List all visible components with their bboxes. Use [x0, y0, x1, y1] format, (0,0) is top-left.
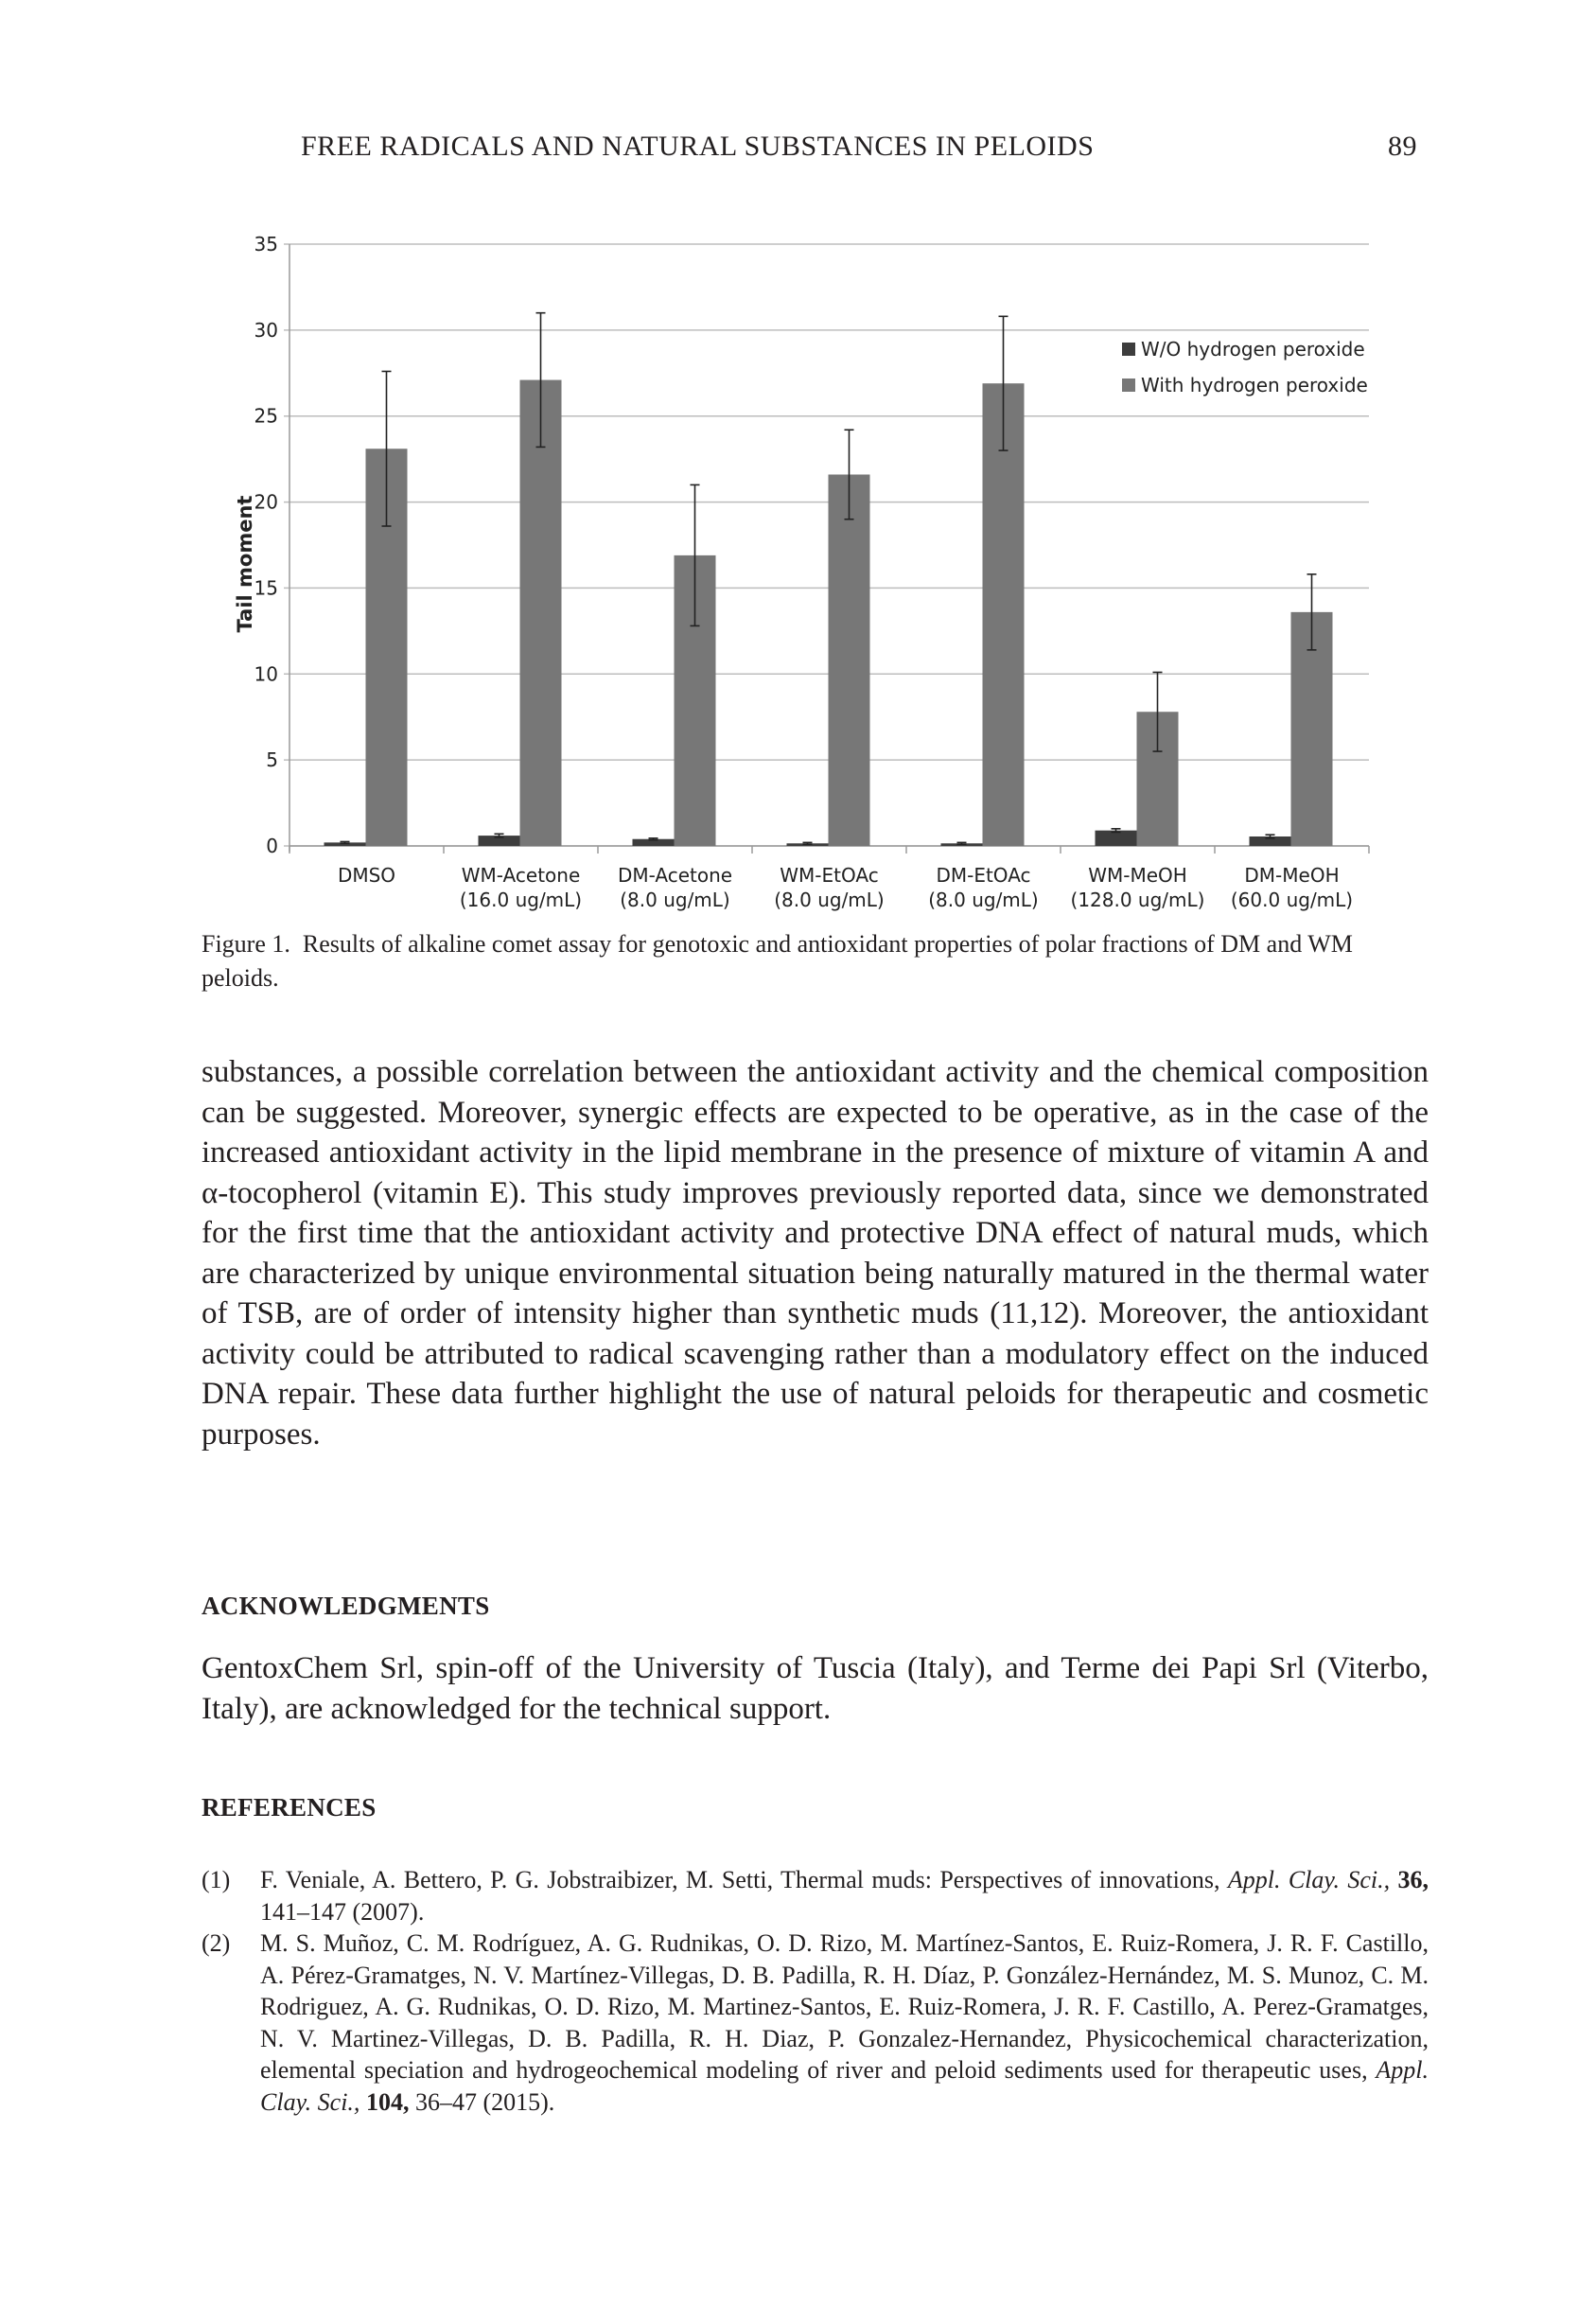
- x-category-label: DM-MeOH: [1244, 864, 1340, 887]
- x-category-sublabel: (16.0 ug/mL): [459, 889, 583, 911]
- x-category-label: WM-EtOAc: [780, 864, 879, 887]
- x-category-sublabel: (8.0 ug/mL): [774, 889, 885, 911]
- reference-journal: Appl. Clay. Sci.,: [260, 2056, 1429, 2116]
- caption-label: Figure 1.: [202, 930, 290, 958]
- page-number: 89: [1388, 131, 1417, 162]
- reference-number: (2): [202, 1929, 231, 1957]
- y-tick-label: 5: [266, 748, 278, 772]
- x-category-sublabel: (60.0 ug/mL): [1230, 889, 1354, 911]
- x-category-sublabel: (8.0 ug/mL): [620, 889, 730, 911]
- y-tick-label: 0: [266, 835, 278, 857]
- y-axis-label: Tail moment: [234, 495, 256, 633]
- reference-authors-title: M. S. Muñoz, C. M. Rodríguez, A. G. Rudnikas, O. D. Rizo, M. Martínez-Santos, E. Ruiz-Romera, J. R. F. Castillo, A. Pérez-Gramatges, N. V. Martínez-Villegas, D. B. Padilla, R. H. Díaz, P. González-Hernández, M. S. Munoz, C. M. Rodriguez, A. G. Rudnikas, O. D. Rizo, M. Martinez-Santos, E. Ruiz-Romera, J. R. F. Castillo, A. Perez-Gramatges, N. V. Martinez-Villegas, D. B. Padilla, R. H. Diaz, P. Gonzalez-Hernandez, Physicochemical characterization, elemental speciation and hydrogeochemical modeling of river and peloid sediments used for therapeutic uses,: [260, 1929, 1429, 2084]
- figure-1: [218, 227, 1391, 927]
- reference-item: [202, 1864, 1429, 1928]
- y-tick-label: 35: [254, 233, 278, 255]
- y-tick-label: 15: [254, 576, 278, 600]
- references-heading: REFERENCES: [202, 1793, 377, 1822]
- x-category-label: WM-Acetone: [461, 864, 581, 887]
- reference-volume: 104,: [365, 2087, 410, 2116]
- x-category-label: DMSO: [337, 864, 396, 887]
- running-title: FREE RADICALS AND NATURAL SUBSTANCES IN PELOIDS: [301, 131, 1095, 162]
- bar-with-h2o2: [829, 474, 870, 846]
- legend-swatch: [1122, 343, 1135, 356]
- acknowledgments-heading: ACKNOWLEDGMENTS: [202, 1592, 490, 1620]
- references-list: [202, 1864, 1429, 2118]
- x-category-label: WM-MeOH: [1088, 864, 1187, 887]
- reference-authors-title: F. Veniale, A. Bettero, P. G. Jobstraibizer, M. Setti, Thermal muds: Perspectives of innovations,: [260, 1866, 1228, 1893]
- reference-journal: Appl. Clay. Sci.,: [1227, 1866, 1398, 1893]
- reference-item: [202, 1928, 1429, 2118]
- reference-pages: 36–47 (2015).: [409, 2087, 555, 2116]
- legend-label: W/O hydrogen peroxide: [1141, 338, 1365, 361]
- x-category-label: DM-EtOAc: [936, 864, 1031, 887]
- body-paragraph: substances, a possible correlation between the antioxidant activity and the chemical composition can be suggested. Moreover, synergic effects are expected to be operative, as in the case of the increased antioxidant activity in the lipid membrane in the presence of mixture of vitamin A and α-tocopherol (vitamin E). This study improves previously reported data, since we demonstrated for the first time that the antioxidant activity and protective DNA effect of natural muds, which are characterized by unique environmental situation being naturally matured in the thermal water of TSB, are of order of intensity higher than synthetic muds (11,12). Moreover, the antioxidant activity could be attributed to radical scavenging rather than a modulatory effect on the induced DNA repair. These data further highlight the use of natural peloids for therapeutic and cosmetic purposes.: [202, 1055, 1429, 1452]
- legend-label: With hydrogen peroxide: [1141, 374, 1368, 396]
- x-category-sublabel: (128.0 ug/mL): [1070, 889, 1205, 911]
- reference-pages: 141–147 (2007).: [260, 1897, 425, 1926]
- x-category-sublabel: (8.0 ug/mL): [928, 889, 1039, 911]
- bar-with-h2o2: [520, 380, 562, 846]
- bar-with-h2o2: [983, 383, 1025, 846]
- y-tick-label: 30: [254, 318, 278, 342]
- y-tick-label: 10: [254, 662, 278, 686]
- y-tick-label: 20: [254, 490, 278, 514]
- caption-text: Results of alkaline comet assay for genotoxic and antioxidant properties of polar fractions of DM and WM peloids.: [202, 930, 1353, 992]
- x-category-label: DM-Acetone: [617, 864, 733, 887]
- acknowledgments-text: GentoxChem Srl, spin-off of the University of Tuscia (Italy), and Terme dei Papi Srl (Viterbo, Italy), are acknowledged for the technical support.: [202, 1651, 1429, 1726]
- reference-volume: 36,: [1397, 1866, 1429, 1893]
- bar-chart: [218, 227, 1391, 927]
- legend-swatch: [1122, 378, 1135, 392]
- figure-caption: [202, 927, 1431, 995]
- reference-number: (1): [202, 1866, 231, 1893]
- y-tick-label: 25: [254, 404, 278, 428]
- running-header: [301, 131, 1417, 168]
